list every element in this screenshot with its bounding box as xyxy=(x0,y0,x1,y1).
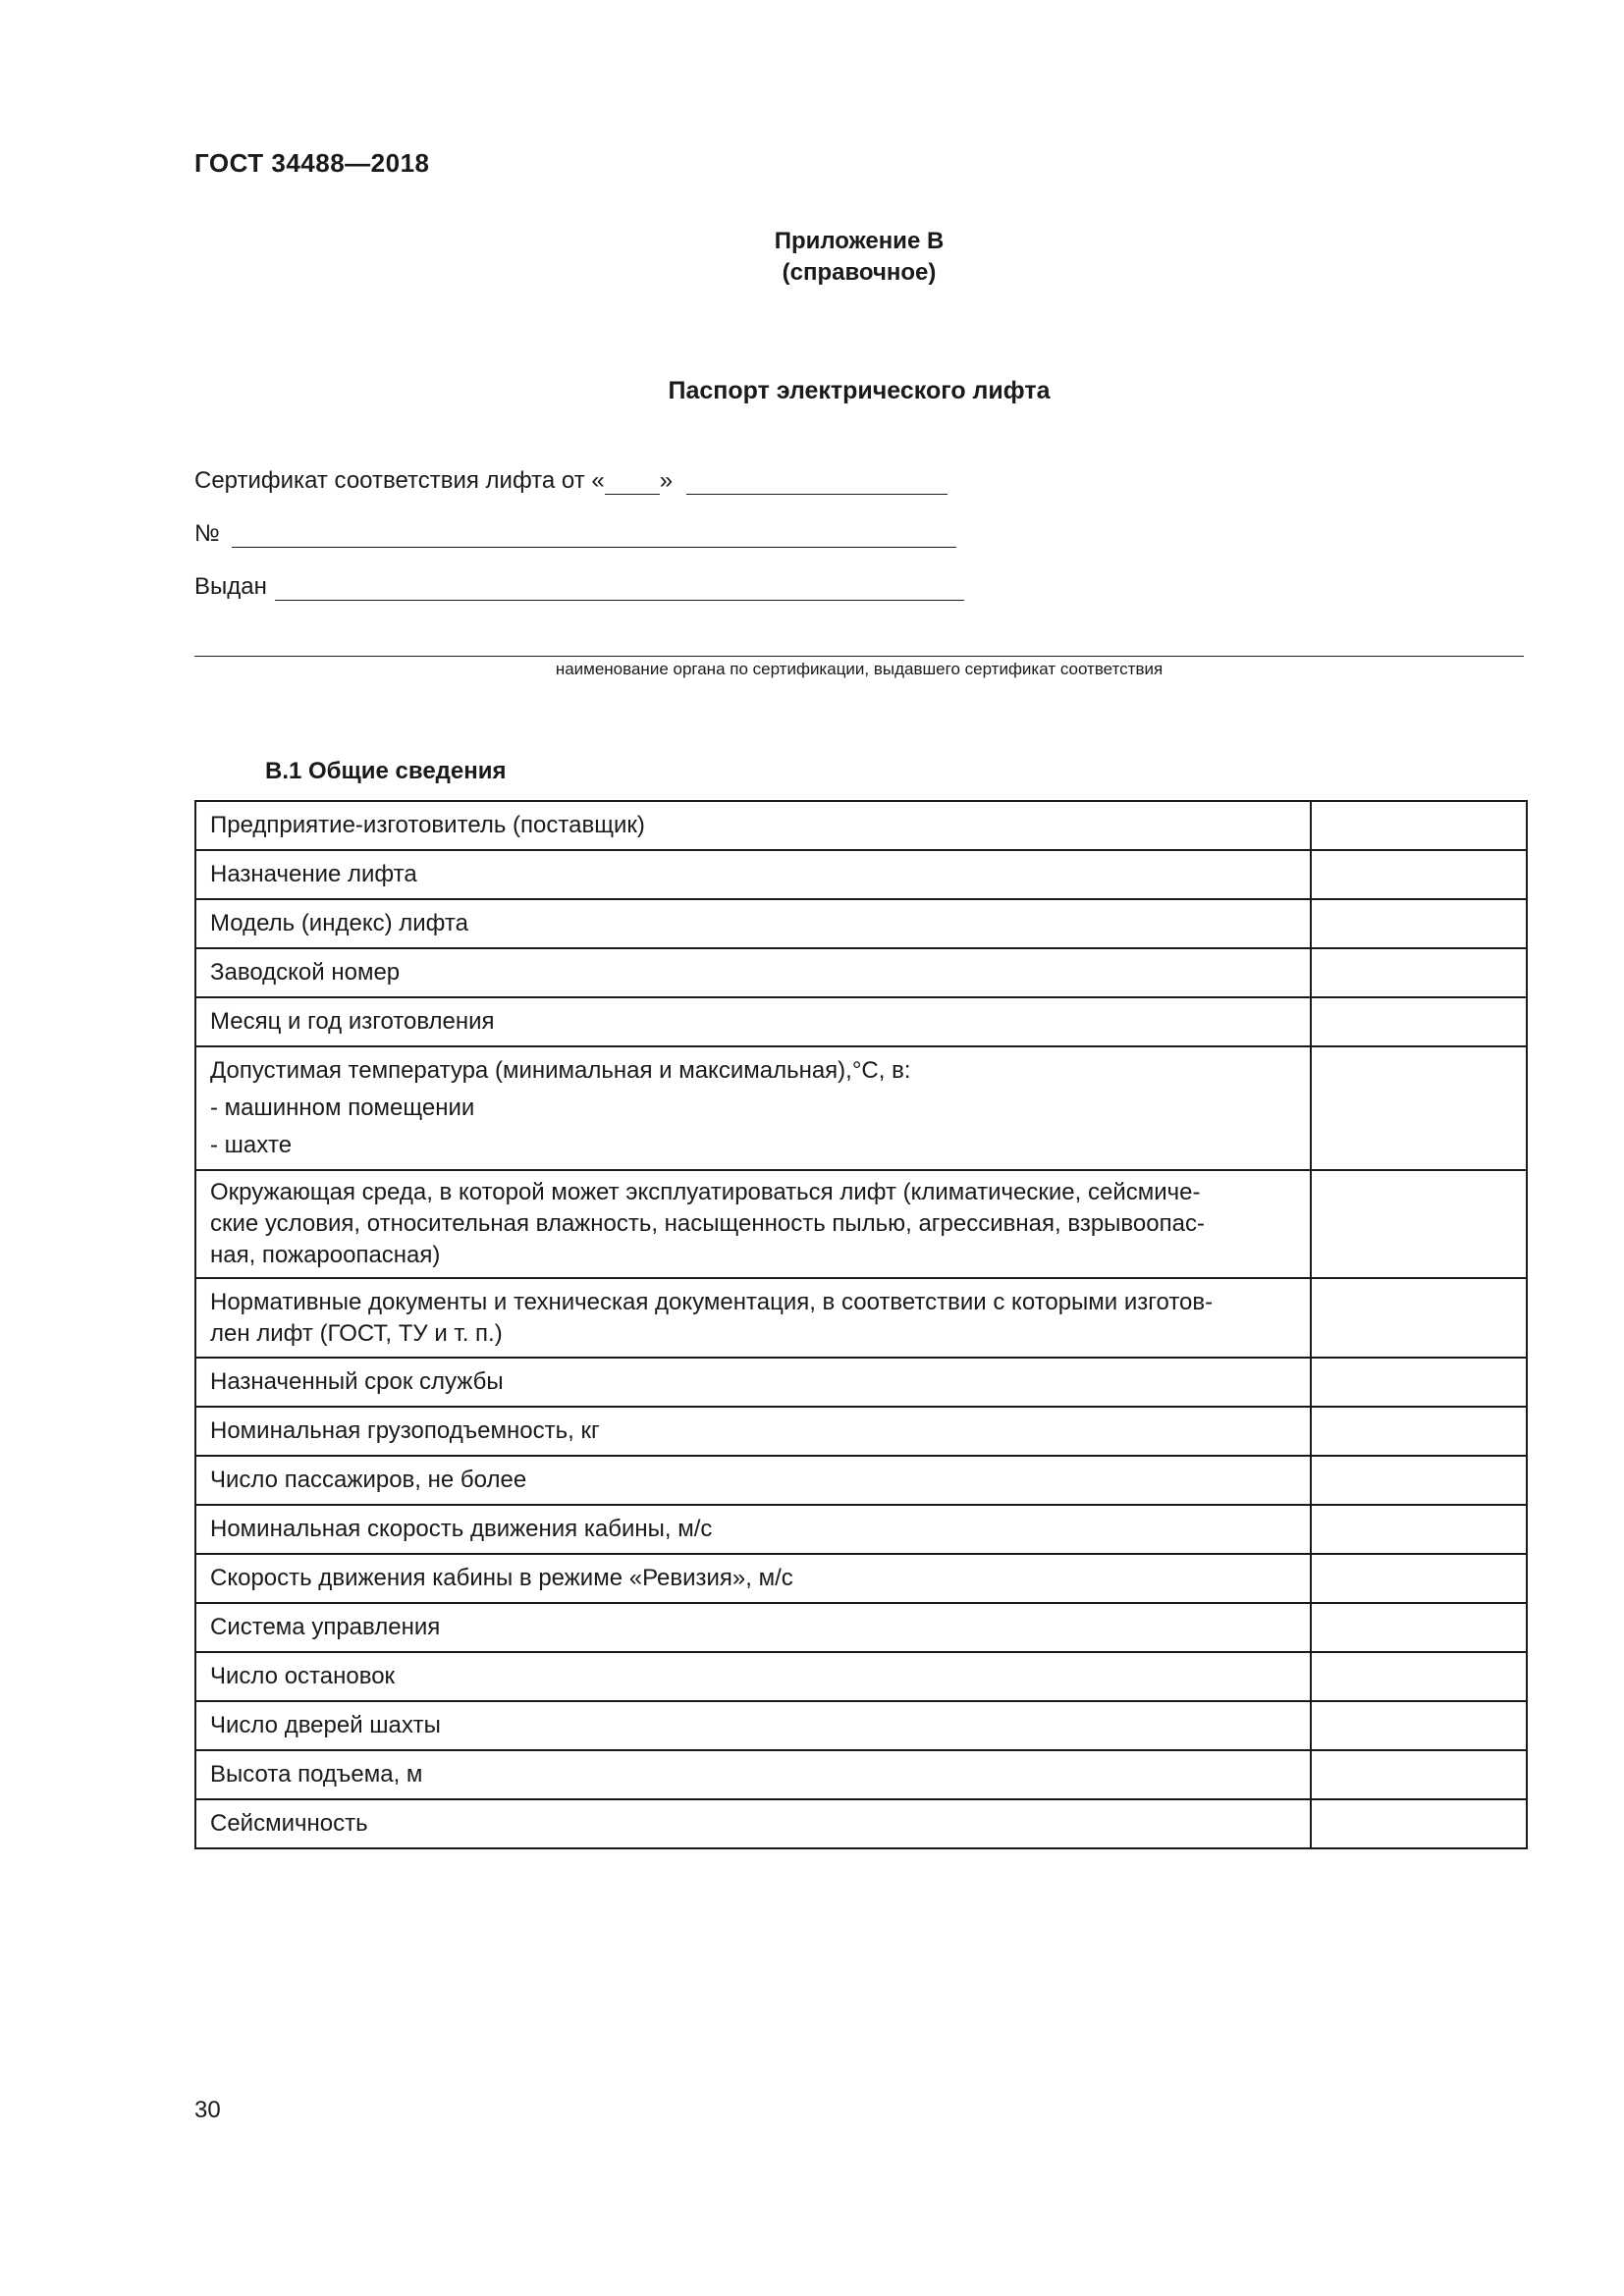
row-value-cell[interactable] xyxy=(1311,1170,1527,1278)
section-title: В.1 Общие сведения xyxy=(265,758,507,784)
table-row xyxy=(195,1603,1527,1652)
certificate-quote-close: » xyxy=(659,467,674,494)
appendix-type: (справочное) xyxy=(782,259,937,286)
row-label-multiline xyxy=(195,1046,1311,1170)
row-label-multiline xyxy=(195,1170,1311,1278)
table-row xyxy=(195,801,1527,850)
row-value-cell[interactable] xyxy=(1311,1701,1527,1750)
page-title: Паспорт электрического лифта xyxy=(668,377,1051,404)
table-row xyxy=(195,997,1527,1046)
number-field[interactable] xyxy=(232,523,956,548)
row-label: Заводской номер xyxy=(195,948,1311,997)
row-label: Сейсмичность xyxy=(195,1799,1311,1848)
certificate-date-field[interactable] xyxy=(686,470,947,495)
table-row xyxy=(195,948,1527,997)
row-value-cell[interactable] xyxy=(1311,850,1527,899)
row-label: Скорость движения кабины в режиме «Ревизия», м/с xyxy=(195,1554,1311,1603)
table-row xyxy=(195,1799,1527,1848)
number-line xyxy=(194,520,956,548)
row-label: Окружающая среда, в которой может эксплуатироваться лифт (климатические, сейсмиче- xyxy=(210,1179,1201,1205)
row-label: Число остановок xyxy=(195,1652,1311,1701)
row-sub-item: - шахте xyxy=(210,1132,293,1158)
certificate-line xyxy=(194,467,947,495)
row-value-cell[interactable] xyxy=(1311,948,1527,997)
table-row xyxy=(195,1652,1527,1701)
issued-line xyxy=(194,573,964,601)
general-info-table xyxy=(194,800,1528,1849)
row-value-cell[interactable] xyxy=(1311,1046,1527,1170)
issuer-caption: наименование органа по сертификации, выдавшего сертификат соответствия xyxy=(555,660,1164,678)
row-label: Система управления xyxy=(195,1603,1311,1652)
table-row xyxy=(195,1046,1527,1170)
row-sub-item: - машинном помещении xyxy=(210,1095,475,1121)
row-value-cell[interactable] xyxy=(1311,801,1527,850)
row-label: Номинальная скорость движения кабины, м/с xyxy=(195,1505,1311,1554)
table-row xyxy=(195,1358,1527,1407)
row-label-continued: ная, пожароопасная) xyxy=(210,1242,441,1268)
row-label: Допустимая температура (минимальная и максимальная),°С, в: xyxy=(210,1057,911,1084)
row-value-cell[interactable] xyxy=(1311,1505,1527,1554)
certificate-label: Сертификат соответствия лифта от « xyxy=(194,467,605,494)
document-code: ГОСТ 34488—2018 xyxy=(194,148,430,178)
table-row xyxy=(195,1407,1527,1456)
table-row xyxy=(195,1278,1527,1358)
table-row xyxy=(195,1456,1527,1505)
row-value-cell[interactable] xyxy=(1311,899,1527,948)
row-value-cell[interactable] xyxy=(1311,1278,1527,1358)
issued-field[interactable] xyxy=(275,576,964,601)
row-value-cell[interactable] xyxy=(1311,1603,1527,1652)
row-label-multiline xyxy=(195,1278,1311,1358)
row-value-cell[interactable] xyxy=(1311,1652,1527,1701)
row-label: Месяц и год изготовления xyxy=(195,997,1311,1046)
certificate-day-field[interactable] xyxy=(605,470,660,495)
row-label: Номинальная грузоподъемность, кг xyxy=(195,1407,1311,1456)
row-value-cell[interactable] xyxy=(1311,1407,1527,1456)
row-value-cell[interactable] xyxy=(1311,997,1527,1046)
row-value-cell[interactable] xyxy=(1311,1554,1527,1603)
issuer-name-field[interactable] xyxy=(194,656,1524,657)
row-label: Число дверей шахты xyxy=(195,1701,1311,1750)
row-value-cell[interactable] xyxy=(1311,1358,1527,1407)
row-label: Модель (индекс) лифта xyxy=(195,899,1311,948)
row-label: Назначенный срок службы xyxy=(195,1358,1311,1407)
row-label: Число пассажиров, не более xyxy=(195,1456,1311,1505)
table-row xyxy=(195,1750,1527,1799)
table-row xyxy=(195,1505,1527,1554)
row-label: Назначение лифта xyxy=(195,850,1311,899)
row-label-continued: ские условия, относительная влажность, насыщенность пылью, агрессивная, взрывоопас- xyxy=(210,1210,1205,1237)
row-value-cell[interactable] xyxy=(1311,1750,1527,1799)
table-row xyxy=(195,1554,1527,1603)
table-row xyxy=(195,1701,1527,1750)
appendix-heading xyxy=(589,226,1129,289)
table-row xyxy=(195,850,1527,899)
row-label: Высота подъема, м xyxy=(195,1750,1311,1799)
row-value-cell[interactable] xyxy=(1311,1799,1527,1848)
table-row xyxy=(195,899,1527,948)
page-number: 30 xyxy=(194,2097,221,2123)
number-label: № xyxy=(194,520,220,547)
row-label-continued: лен лифт (ГОСТ, ТУ и т. п.) xyxy=(210,1319,503,1347)
appendix-label: Приложение В xyxy=(774,228,945,254)
table-row xyxy=(195,1170,1527,1278)
row-label: Нормативные документы и техническая документация, в соответствии с которыми изготов- xyxy=(210,1288,1214,1315)
issued-label: Выдан xyxy=(194,573,267,600)
row-value-cell[interactable] xyxy=(1311,1456,1527,1505)
row-label: Предприятие-изготовитель (поставщик) xyxy=(195,801,1311,850)
